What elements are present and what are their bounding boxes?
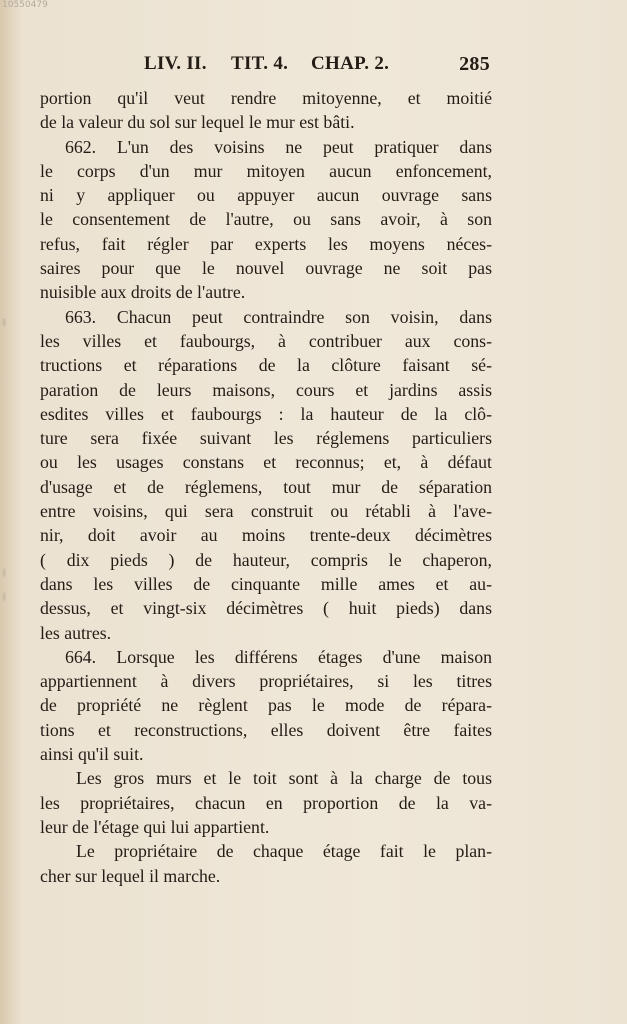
text-line: ture sera fixée suivant les réglemens particuliers xyxy=(40,428,492,449)
text-line: cher sur lequel il marche. xyxy=(40,865,221,886)
text-line: dessus, et vingt-six décimètres ( huit pieds) dans xyxy=(40,598,492,619)
text-line: ainsi qu'il suit. xyxy=(40,744,144,765)
header-chapter: CHAP. 2. xyxy=(311,53,390,74)
running-header xyxy=(144,53,490,81)
text-line: leur de l'étage qui lui appartient. xyxy=(40,816,270,837)
binding-hole xyxy=(2,318,6,327)
text-line: les propriétaires, chacun en proportion de la va- xyxy=(40,792,492,813)
text-line: d'usage et de réglemens, tout mur de séparation xyxy=(40,476,492,497)
paragraph-start: Le propriétaire de chaque étage fait le plan- xyxy=(76,841,492,862)
text-line: de propriété ne règlent pas le mode de répara- xyxy=(40,695,492,716)
header-book: LIV. II. xyxy=(144,53,207,74)
article-662-start: 662. L'un des voisins ne peut pratiquer dans xyxy=(65,136,492,157)
text-line: dans les villes de cinquante mille ames et au- xyxy=(40,573,492,594)
text-line: ( dix pieds ) de hauteur, compris le chaperon, xyxy=(40,549,492,570)
text-line: nir, doit avoir au moins trente-deux décimètres xyxy=(40,525,492,546)
text-line: saires pour que le nouvel ouvrage ne soit pas xyxy=(40,258,492,279)
text-line: nuisible aux droits de l'autre. xyxy=(40,282,246,303)
text-line: de la valeur du sol sur lequel le mur est bâti. xyxy=(40,112,355,133)
text-line: le corps d'un mur mitoyen aucun enfoncement, xyxy=(40,160,492,181)
text-line: les villes et faubourgs, à contribuer aux cons- xyxy=(40,330,492,351)
paragraph-start: Les gros murs et le toit sont à la charge de tous xyxy=(76,768,492,789)
binding-hole xyxy=(2,568,6,577)
text-line: entre voisins, qui sera construit ou rétabli à l'ave- xyxy=(40,501,492,522)
text-line: esdites villes et faubourgs : la hauteur de la clô- xyxy=(40,403,492,424)
page-number: 285 xyxy=(459,53,490,75)
text-line: portion qu'il veut rendre mitoyenne, et moitié xyxy=(40,88,492,108)
text-line: tions et reconstructions, elles doivent être faites xyxy=(40,719,492,740)
text-line: le consentement de l'autre, ou sans avoir, à son xyxy=(40,209,492,230)
article-664-start: 664. Lorsque les différens étages d'une maison xyxy=(65,646,492,667)
text-line: refus, fait régler par experts les moyens néces- xyxy=(40,233,492,254)
header-title: TIT. 4. xyxy=(231,53,289,74)
binding-hole xyxy=(2,592,6,601)
text-line: ni y appliquer ou appuyer aucun ouvrage sans xyxy=(40,185,492,206)
text-line: ou les usages constans et reconnus; et, à défaut xyxy=(40,452,492,473)
library-stamp: 10550479 xyxy=(2,0,48,10)
text-line: tructions et réparations de la clôture faisant sé- xyxy=(40,355,492,376)
text-line: les autres. xyxy=(40,622,112,643)
article-663-start: 663. Chacun peut contraindre son voisin, dans xyxy=(65,306,492,327)
text-line: appartiennent à divers propriétaires, si les titres xyxy=(40,671,492,692)
text-line: paration de leurs maisons, cours et jardins assis xyxy=(40,379,492,400)
body-text xyxy=(40,86,492,888)
